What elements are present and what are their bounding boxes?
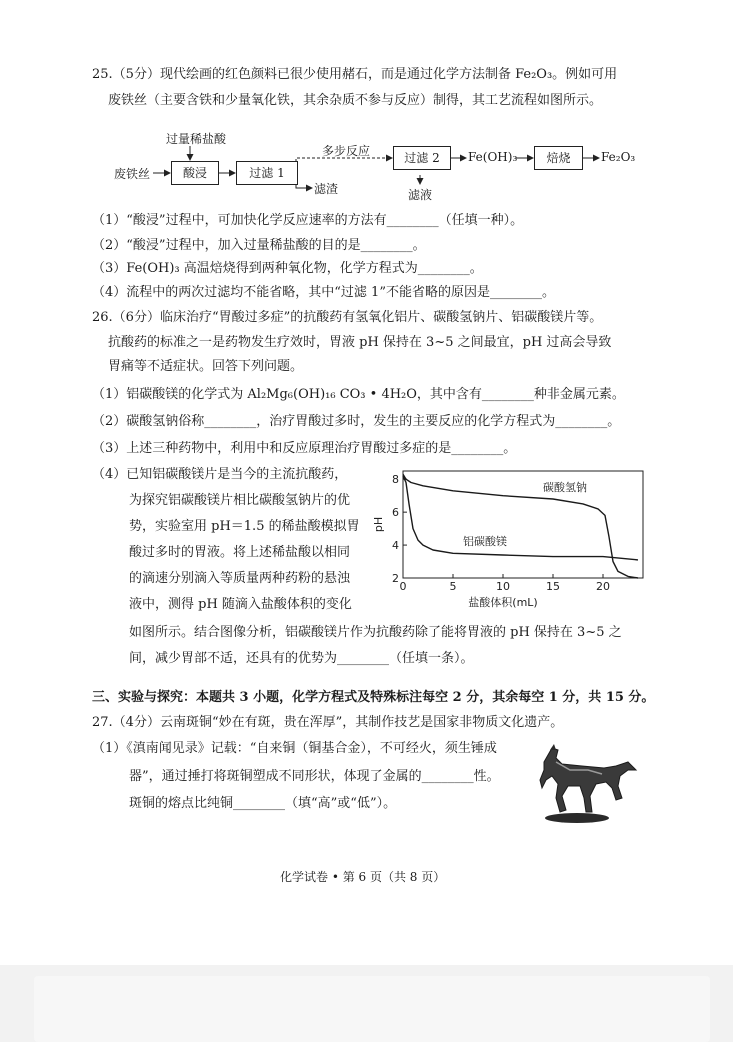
q26-sub4-l1: （4）已知铝碳酸镁片是当今的主流抗酸药， bbox=[92, 467, 348, 482]
step-filter-2: 过滤 2 bbox=[393, 146, 451, 170]
q25-sub4: （4）流程中的两次过滤均不能省略，其中“过滤 1”不能省略的原因是________。 bbox=[92, 285, 555, 300]
feoh3-label: Fe(OH)₃ bbox=[468, 150, 518, 164]
q26-sub2: （2）碳酸氢钠俗称________，治疗胃酸过多时，发生的主要反应的化学方程式为________。 bbox=[92, 414, 621, 429]
q26-sub4-l6: 液中，测得 pH 随滴入盐酸体积的变化 bbox=[129, 597, 352, 612]
q26-sub4-end1: 如图所示。结合图像分析，铝碳酸镁片作为抗酸药除了能将胃液的 pH 保持在 3~5 之 bbox=[129, 625, 622, 640]
x-axis-label: 盐酸体积(mL) bbox=[468, 596, 538, 609]
q26-line3: 胃痛等不适症状。回答下列问题。 bbox=[108, 359, 304, 374]
y-tick-label: 4 bbox=[392, 539, 399, 553]
y-tick-label: 2 bbox=[392, 572, 399, 585]
ph-chart bbox=[370, 465, 650, 615]
filtrate-label: 滤液 bbox=[408, 188, 433, 202]
q26-sub4-end2: 间，减少胃部不适，还具有的优势为________（任填一条）。 bbox=[129, 651, 474, 666]
bronze-horse-image bbox=[532, 740, 642, 825]
step-filter-1: 过滤 1 bbox=[236, 161, 298, 185]
x-tick-label: 10 bbox=[496, 580, 510, 593]
q25-sub3: （3）Fe(OH)₃ 高温焙烧得到两种氧化物，化学方程式为________。 bbox=[92, 261, 483, 276]
q26-sub1: （1）铝碳酸镁的化学式为 Al₂Mg₆(OH)₁₆ CO₃ • 4H₂O，其中含有________种非金属元素。 bbox=[92, 387, 625, 402]
series-label-1: 碳酸氢钠 bbox=[543, 480, 587, 494]
page-footer: 化学试卷 • 第 6 页（共 8 页） bbox=[280, 870, 446, 884]
residue-label: 滤渣 bbox=[314, 182, 339, 196]
x-tick-label: 20 bbox=[596, 580, 610, 593]
series-label-2: 铝碳酸镁 bbox=[463, 535, 507, 549]
acid-label: 过量稀盐酸 bbox=[166, 132, 227, 146]
q26-line2: 抗酸药的标准之一是药物发生疗效时，胃液 pH 保持在 3~5 之间最宜，pH 过高会导致 bbox=[108, 335, 612, 350]
y-axis-label: pH bbox=[372, 516, 385, 533]
q26-sub4-l4: 酸过多时的胃液。将上述稀盐酸以相同 bbox=[129, 545, 351, 560]
fe2o3-label: Fe₂O₃ bbox=[601, 150, 636, 164]
y-tick-label: 6 bbox=[392, 506, 399, 520]
x-tick-label: 15 bbox=[546, 580, 560, 593]
q27-line1: 27.（4分）云南斑铜“妙在有斑，贵在浑厚”，其制作技艺是国家非物质文化遗产。 bbox=[92, 715, 564, 730]
section-3-heading: 三、实验与探究：本题共 3 小题，化学方程式及特殊标注每空 2 分，其余每空 1 分，共 15 分。 bbox=[92, 690, 655, 705]
q25-line1: 25.（5分）现代绘画的红色颜料已很少使用赭石，而是通过化学方法制备 Fe₂O₃。例如可用 bbox=[92, 67, 618, 82]
q26-sub4-l5: 的滴速分别滴入等质量两种药粉的悬浊 bbox=[129, 571, 351, 586]
x-tick-label: 0 bbox=[399, 580, 407, 593]
q25-sub1: （1）“酸浸”过程中，可加快化学反应速率的方法有________（任填一种）。 bbox=[92, 213, 524, 228]
q26-sub4-l2: 为探究铝碳酸镁片相比碳酸氢钠片的优 bbox=[129, 493, 351, 508]
x-tick-label: 5 bbox=[449, 580, 457, 593]
q27-sub1-b: 器”，通过捶打将斑铜塑成不同形状，体现了金属的________性。 bbox=[129, 769, 500, 784]
input-label: 废铁丝 bbox=[114, 167, 151, 181]
q27-sub1-a: （1）《滇南闻见录》记载：“自来铜（铜基合金），不可经火，须生锤成 bbox=[92, 741, 497, 756]
y-tick-label: 8 bbox=[392, 473, 399, 487]
multi-step-label: 多步反应 bbox=[322, 144, 371, 158]
step-roast: 焙烧 bbox=[534, 146, 583, 170]
q26-sub3: （3）上述三种药物中，利用中和反应原理治疗胃酸过多症的是________。 bbox=[92, 441, 517, 456]
bottom-panel bbox=[34, 976, 710, 1042]
q25-line2: 废铁丝（主要含铁和少量氧化铁，其余杂质不参与反应）制得，其工艺流程如图所示。 bbox=[108, 93, 603, 108]
q25-sub2: （2）“酸浸”过程中，加入过量稀盐酸的目的是________。 bbox=[92, 238, 426, 253]
series-line-1 bbox=[403, 474, 638, 578]
step-acid-leach: 酸浸 bbox=[171, 161, 219, 185]
q26-line1: 26.（6分）临床治疗“胃酸过多症”的抗酸药有氢氧化铝片、碳酸氢钠片、铝碳酸镁片等。 bbox=[92, 310, 603, 325]
q27-sub1-c: 斑铜的熔点比纯铜________（填“高”或“低”）。 bbox=[129, 796, 397, 811]
q26-sub4-l3: 势，实验室用 pH＝1.5 的稀盐酸模拟胃 bbox=[129, 519, 360, 534]
